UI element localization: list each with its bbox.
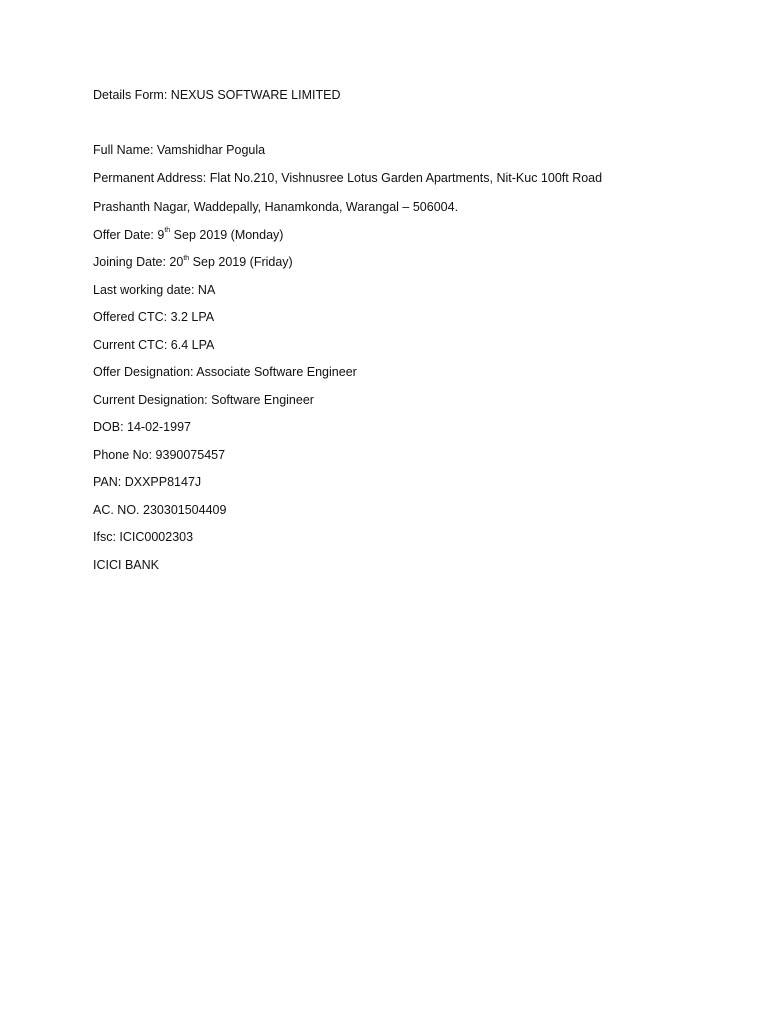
joining-date-prefix: Joining Date: 20	[93, 255, 184, 269]
joining-date-suffix: Sep 2019 (Friday)	[189, 255, 293, 269]
last-working-date-line: Last working date: NA	[93, 282, 216, 297]
dob-line: DOB: 14-02-1997	[93, 420, 191, 434]
form-title: Details Form: NEXUS SOFTWARE LIMITED	[93, 88, 341, 102]
offered-ctc-line: Offered CTC: 3.2 LPA	[93, 310, 215, 324]
offer-date-prefix: Offer Date: 9	[93, 227, 165, 242]
current-ctc-line: Current CTC: 6.4 LPA	[93, 337, 215, 352]
full-name-line: Full Name: Vamshidhar Pogula	[93, 143, 266, 157]
address-line-1: Permanent Address: Flat No.210, Vishnusree Lotus Garden Apartments, Nit-Kuc 100ft Road	[93, 170, 603, 185]
joining-date-ordinal: th	[183, 254, 190, 262]
offer-designation-line: Offer Designation: Associate Software Engineer	[93, 365, 357, 379]
address-line-2: Prashanth Nagar, Waddepally, Hanamkonda, Warangal – 506004.	[93, 199, 459, 214]
phone-line: Phone No: 9390075457	[93, 447, 226, 462]
offer-date-line	[93, 227, 713, 243]
ifsc-line: Ifsc: ICIC0002303	[93, 530, 194, 544]
document-body	[93, 87, 713, 584]
joining-date-line	[93, 254, 713, 270]
offer-date-ordinal: th	[164, 227, 171, 235]
offer-date-suffix: Sep 2019 (Monday)	[170, 227, 284, 242]
bank-name-line: ICICI BANK	[93, 557, 159, 572]
current-designation-line: Current Designation: Software Engineer	[93, 392, 314, 407]
pan-line: PAN: DXXPP8147J	[93, 475, 202, 489]
account-number-line: AC. NO. 230301504409	[93, 502, 227, 517]
